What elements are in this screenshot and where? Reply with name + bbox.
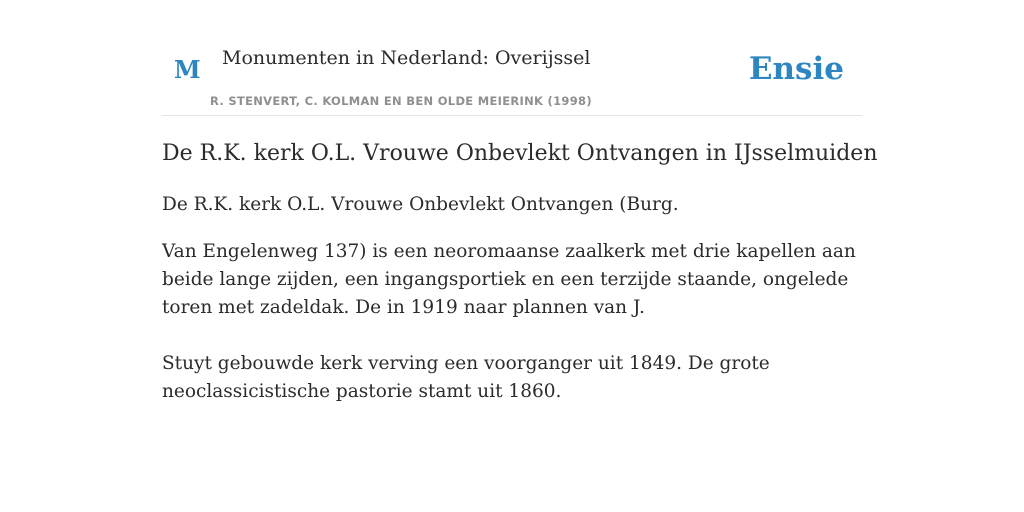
- article-title: De R.K. kerk O.L. Vrouwe Onbevlekt Ontvangen in IJsselmuiden: [162, 141, 878, 166]
- book-authors: R. STENVERT, C. KOLMAN EN BEN OLDE MEIERINK (1998): [210, 94, 592, 108]
- article-paragraph-2: Van Engelenweg 137) is een neoromaanse zaalkerk met drie kapellen aan beide lange zijden, een ingangsportiek en een terzijde staande, ongelede toren met zadeldak. De in 1919 naar plannen van J.: [162, 241, 856, 318]
- book-title-link[interactable]: Monumenten in Nederland: Overijssel: [222, 47, 591, 69]
- article-paragraph-1: De R.K. kerk O.L. Vrouwe Onbevlekt Ontvangen (Burg.: [162, 194, 679, 215]
- book-logo-icon[interactable]: M: [174, 55, 201, 84]
- article: [162, 138, 878, 406]
- article-paragraph-3: Stuyt gebouwde kerk verving een voorganger uit 1849. De grote neoclassicistische pastorie stamt uit 1860.: [162, 353, 770, 402]
- ensie-logo[interactable]: Ensie: [748, 51, 844, 87]
- book-header: [162, 40, 862, 116]
